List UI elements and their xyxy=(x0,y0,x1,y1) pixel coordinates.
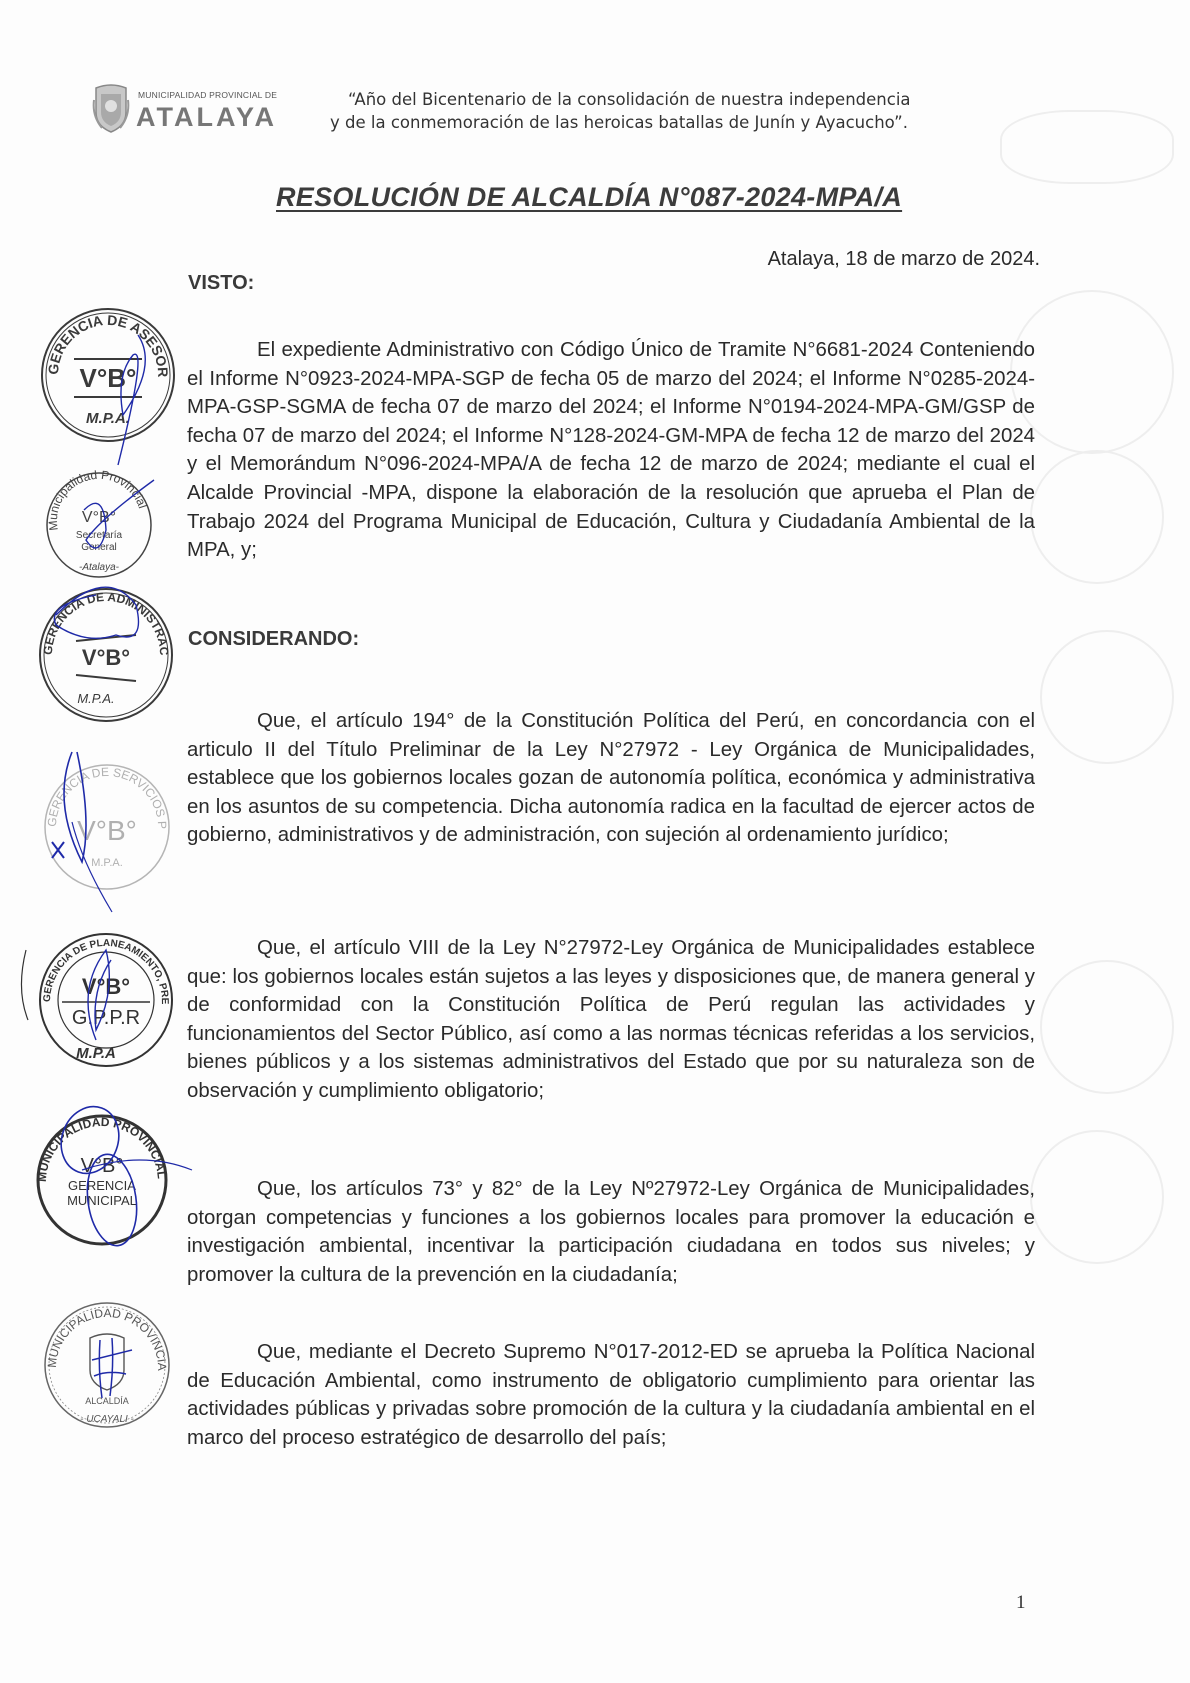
resolution-date: Atalaya, 18 de marzo de 2024. xyxy=(767,248,1040,270)
bleed-through-stamp xyxy=(1040,630,1174,764)
stamp-gerencia-municipal xyxy=(27,1099,172,1255)
stamp-planeamiento-presupuesto xyxy=(32,922,176,1075)
svg-text:V°B°: V°B° xyxy=(81,974,131,999)
stamp-administracion-finanzas xyxy=(31,574,176,730)
svg-text:- UCAYALI -: - UCAYALI - xyxy=(80,1414,134,1425)
municipality-logo xyxy=(92,82,282,142)
seal-icon xyxy=(32,292,178,445)
svg-text:G.P.P.R: G.P.P.R xyxy=(71,1007,141,1029)
stamp-secretaria-general xyxy=(44,467,154,585)
seal-icon xyxy=(31,574,176,725)
bleed-through-stamp xyxy=(1030,450,1164,584)
page-number: 1 xyxy=(1016,1592,1026,1613)
svg-text:V°B°: V°B° xyxy=(81,645,131,670)
svg-text:V°B°: V°B° xyxy=(80,1155,124,1177)
logo-title: ATALAYA xyxy=(136,102,278,132)
motto-line-1: “Año del Bicentenario de la consolidación de nuestra independencia xyxy=(348,90,911,109)
seal-icon xyxy=(27,1099,172,1250)
considerando-paragraph-4: Que, mediante el Decreto Supremo N°017-2012-ED se aprueba la Política Nacional de Educación Ambiental, como instrumento de obligatorio cumplimiento para orientar las actividades públicas y privadas sobre promoción de la cultura y la ciudadanía ambiental en el marco del proceso estratégico de desarrollo del país; xyxy=(187,1341,1035,1449)
logo-subtitle: MUNICIPALIDAD PROVINCIAL DE xyxy=(138,90,278,100)
svg-text:Secretaría: Secretaría xyxy=(75,530,123,541)
considerando-paragraph-1: Que, el artículo 194° de la Constitución Política del Perú, en concordancia con el articulo II del Título Preliminar de la Ley N°27972 - Ley Orgánica de Municipalidades, establece que los gobiernos locales gozan de autonomía política, económica y administrativa en los asuntos de su competencia. Dicha autonomía radica en la facultad de ejercer actos de gobierno, administrativos y de administración, con sujeción al ordenamiento jurídico; xyxy=(187,710,1035,847)
bleed-through-mark xyxy=(1000,110,1174,184)
stamp-asesoria-juridica xyxy=(32,292,178,450)
svg-text:MUNICIPALIDAD PROVINCIAL DE AT: MUNICIPALIDAD PROVINCIAL DE ATALAYA xyxy=(37,1289,170,1371)
bleed-through-stamp xyxy=(1030,1130,1164,1264)
svg-text:M.P.A.: M.P.A. xyxy=(86,410,130,427)
svg-text:GERENCIA DE ADMINISTRACIÓN Y F: GERENCIA DE ADMINISTRACIÓN Y FINANZAS xyxy=(31,574,172,656)
seal-icon xyxy=(37,751,172,892)
resolution-title: RESOLUCIÓN DE ALCALDÍA N°087-2024-MPA/A xyxy=(276,182,903,212)
stamp-alcaldia xyxy=(37,1289,172,1435)
visto-heading: VISTO: xyxy=(188,272,255,294)
svg-text:-Atalaya-: -Atalaya- xyxy=(78,562,120,573)
svg-text:GERENCIA DE PLANEAMIENTO, PRES: GERENCIA DE PLANEAMIENTO, PRESUPUESTO Y RACIONALIZACION xyxy=(32,922,171,1005)
shield-icon xyxy=(92,82,130,134)
visto-paragraph: El expediente Administrativo con Código Único de Tramite N°6681-2024 Conteniendo el Informe N°0923-2024-MPA-SGP de fecha 05 de marzo del 2024; el Informe N°0285-2024-MPA-GSP-SGMA de fecha 07 de marzo del 2024; el Informe N°0194-2024-MPA-GM/GSP de fecha 07 de marzo del 2024; el Informe N°128-2024-GM-MPA de fecha 12 de marzo del 2024 y el Memorándum N°096-2024-MPA/A de fecha 12 de marzo de 2024; mediante el cual el Alcalde Provincial -MPA, dispone la elaboración de la resolución que aprueba el Plan de Trabajo 2024 del Programa Municipal de Educación, Cultura y Ciudadanía Ambiental de la MPA, y; xyxy=(187,339,1035,562)
considerando-heading: CONSIDERANDO: xyxy=(188,628,360,650)
svg-text:V°B°: V°B° xyxy=(81,509,117,526)
stamp-servicios-publicos xyxy=(37,751,172,897)
considerando-paragraph-2: Que, el artículo VIII de la Ley N°27972-Ley Orgánica de Municipalidades establece que: los gobiernos locales están sujetos a las leyes y disposiciones que, de manera general y de conformidad con la Constitución Política de Perú regulan las actividades y funcionamientos del Sector Público, así como a las normas técnicas referidas a los servicios, bienes públicos y a los sistemas administrativos del Estado que por su naturaleza son de observación y cumplimiento obligatorio; xyxy=(187,937,1035,1102)
bleed-through-stamp xyxy=(1040,960,1174,1094)
seal-icon xyxy=(37,1289,172,1430)
svg-text:General: General xyxy=(81,542,117,553)
svg-text:Municipalidad Provincial: Municipalidad Provincial xyxy=(45,467,150,532)
svg-text:ALCALDÍA: ALCALDÍA xyxy=(85,1396,129,1406)
svg-text:V°B°: V°B° xyxy=(77,815,137,846)
svg-text:M.P.A.: M.P.A. xyxy=(91,857,123,869)
considerando-paragraph-3: Que, los artículos 73° y 82° de la Ley Nº27972-Ley Orgánica de Municipalidades, otorgan competencias y funciones a los gobiernos locales para promover la educación e investigación ambiental, incentivar la participación ciudadana en todos sus niveles; y promover la cultura de la prevención en la ciudadanía; xyxy=(187,1178,1035,1286)
motto-line-2: y de la conmemoración de las heroicas batallas de Junín y Ayacucho”. xyxy=(330,113,908,132)
svg-text:MUNICIPAL: MUNICIPAL xyxy=(67,1193,137,1208)
seal-icon xyxy=(32,922,176,1070)
svg-text:GERENCIA: GERENCIA xyxy=(68,1178,136,1193)
svg-text:GERENCIA DE ASESORIA JURIDICA: GERENCIA DE ASESORIA JURIDICA xyxy=(32,292,172,378)
svg-text:MUNICIPALIDAD PROVINCIAL DE AT: MUNICIPALIDAD PROVINCIAL DE ATALAYA xyxy=(27,1099,170,1183)
svg-text:M.P.A.: M.P.A. xyxy=(77,691,115,706)
svg-text:V°B°: V°B° xyxy=(79,363,137,393)
svg-text:GERENCIA DE SERVICIOS PUBLICOS: GERENCIA DE SERVICIOS PUBLICOS xyxy=(37,751,170,830)
seal-icon xyxy=(44,467,154,580)
svg-text:M.P.A: M.P.A xyxy=(76,1045,116,1062)
year-motto xyxy=(330,88,911,134)
